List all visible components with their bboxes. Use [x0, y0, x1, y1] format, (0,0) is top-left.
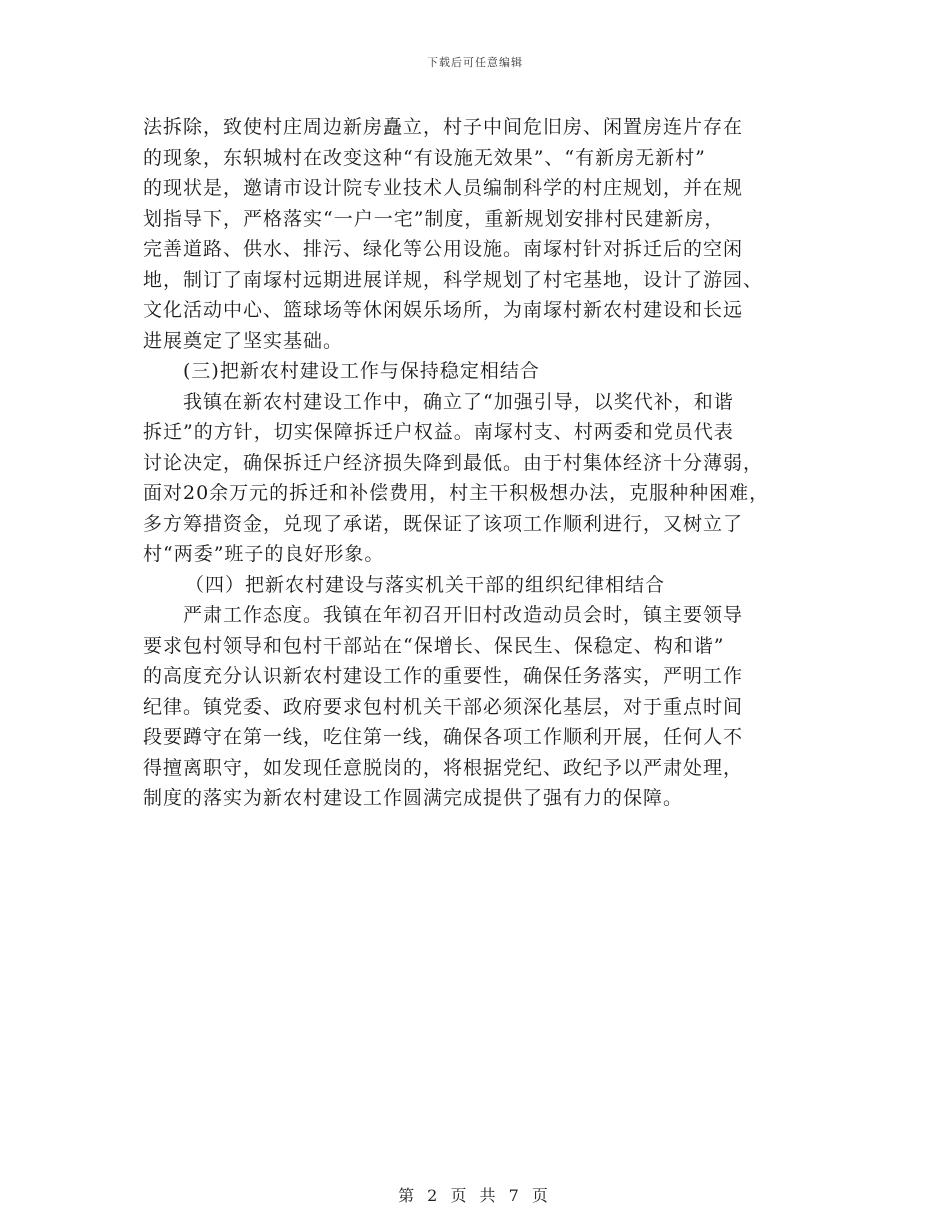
text-line: 的现状是，邀请市设计院专业技术人员编制科学的村庄规划，并在规 [143, 177, 744, 199]
text-line: 面对20余万元的拆迁和补偿费用，村主干积极想办法，克服种种困难， [143, 482, 770, 504]
text-line: 的现象，东轵城村在改变这种“有设施无效果”、“有新房无新村” [143, 146, 706, 169]
text-line: 制度的落实为新农村建设工作圆满完成提供了强有力的保障。 [143, 787, 684, 809]
text-line: 划指导下，严格落实“一户一宅”制度，重新规划安排村民建新房， [143, 207, 725, 230]
text-line: 地，制订了南塜村远期进展详规，科学规划了村宅基地，设计了游园、 [143, 268, 764, 291]
text-line: 讨论决定，确保拆迁户经济损失降到最低。由于村集体经济十分薄弱， [143, 451, 764, 474]
page-header: 下载后可任意编辑 [427, 56, 523, 69]
text-line: 纪律。镇党委、政府要求包村机关干部必须深化基层，对于重点时间 [143, 695, 744, 718]
text-line: 拆迁”的方针，切实保障拆迁户权益。南塜村支、村两委和党员代表 [143, 421, 734, 443]
text-line: 完善道路、供水、排污、绿化等公用设施。南塜村针对拆迁后的空闲 [143, 238, 744, 260]
text-line: 文化活动中心、篮球场等休闲娱乐场所，为南塜村新农村建设和长远 [143, 299, 744, 321]
text-line: 得擅离职守，如发现任意脱岗的，将根据党纪、政纪予以严肃处理， [143, 756, 744, 779]
text-line: 村“两委”班子的良好形象。 [143, 543, 385, 565]
text-line: 严肃工作态度。我镇在年初召开旧村改造动员会时，镇主要领导 [183, 604, 744, 626]
text-line: 多方筹措资金，兑现了承诺，既保证了该项工作顺利进行，又树立了 [143, 512, 744, 535]
document-body [143, 112, 823, 814]
section-heading-3: (三)把新农村建设工作与保持稳定相结合 [183, 360, 540, 382]
text-line: 段要蹲守在第一线，吃住第一线，确保各项工作顺利开展，任何人不 [143, 726, 744, 748]
text-line: 的高度充分认识新农村建设工作的重要性，确保任务落实，严明工作 [143, 665, 744, 687]
text-line: 进展奠定了坚实基础。 [143, 329, 344, 352]
section-heading-4: （四）把新农村建设与落实机关干部的组织纪律相结合 [185, 573, 666, 596]
page-footer: 第 2 页 共 7 页 [398, 1186, 552, 1205]
text-line: 法拆除，致使村庄周边新房矗立，村子中间危旧房、闲置房连片存在 [143, 116, 744, 138]
text-line: 我镇在新农村建设工作中，确立了“加强引导，以奖代补，和谐 [183, 390, 734, 413]
text-line: 要求包村领导和包村干部站在“保增长、保民生、保稳定、构和谐” [143, 634, 725, 657]
